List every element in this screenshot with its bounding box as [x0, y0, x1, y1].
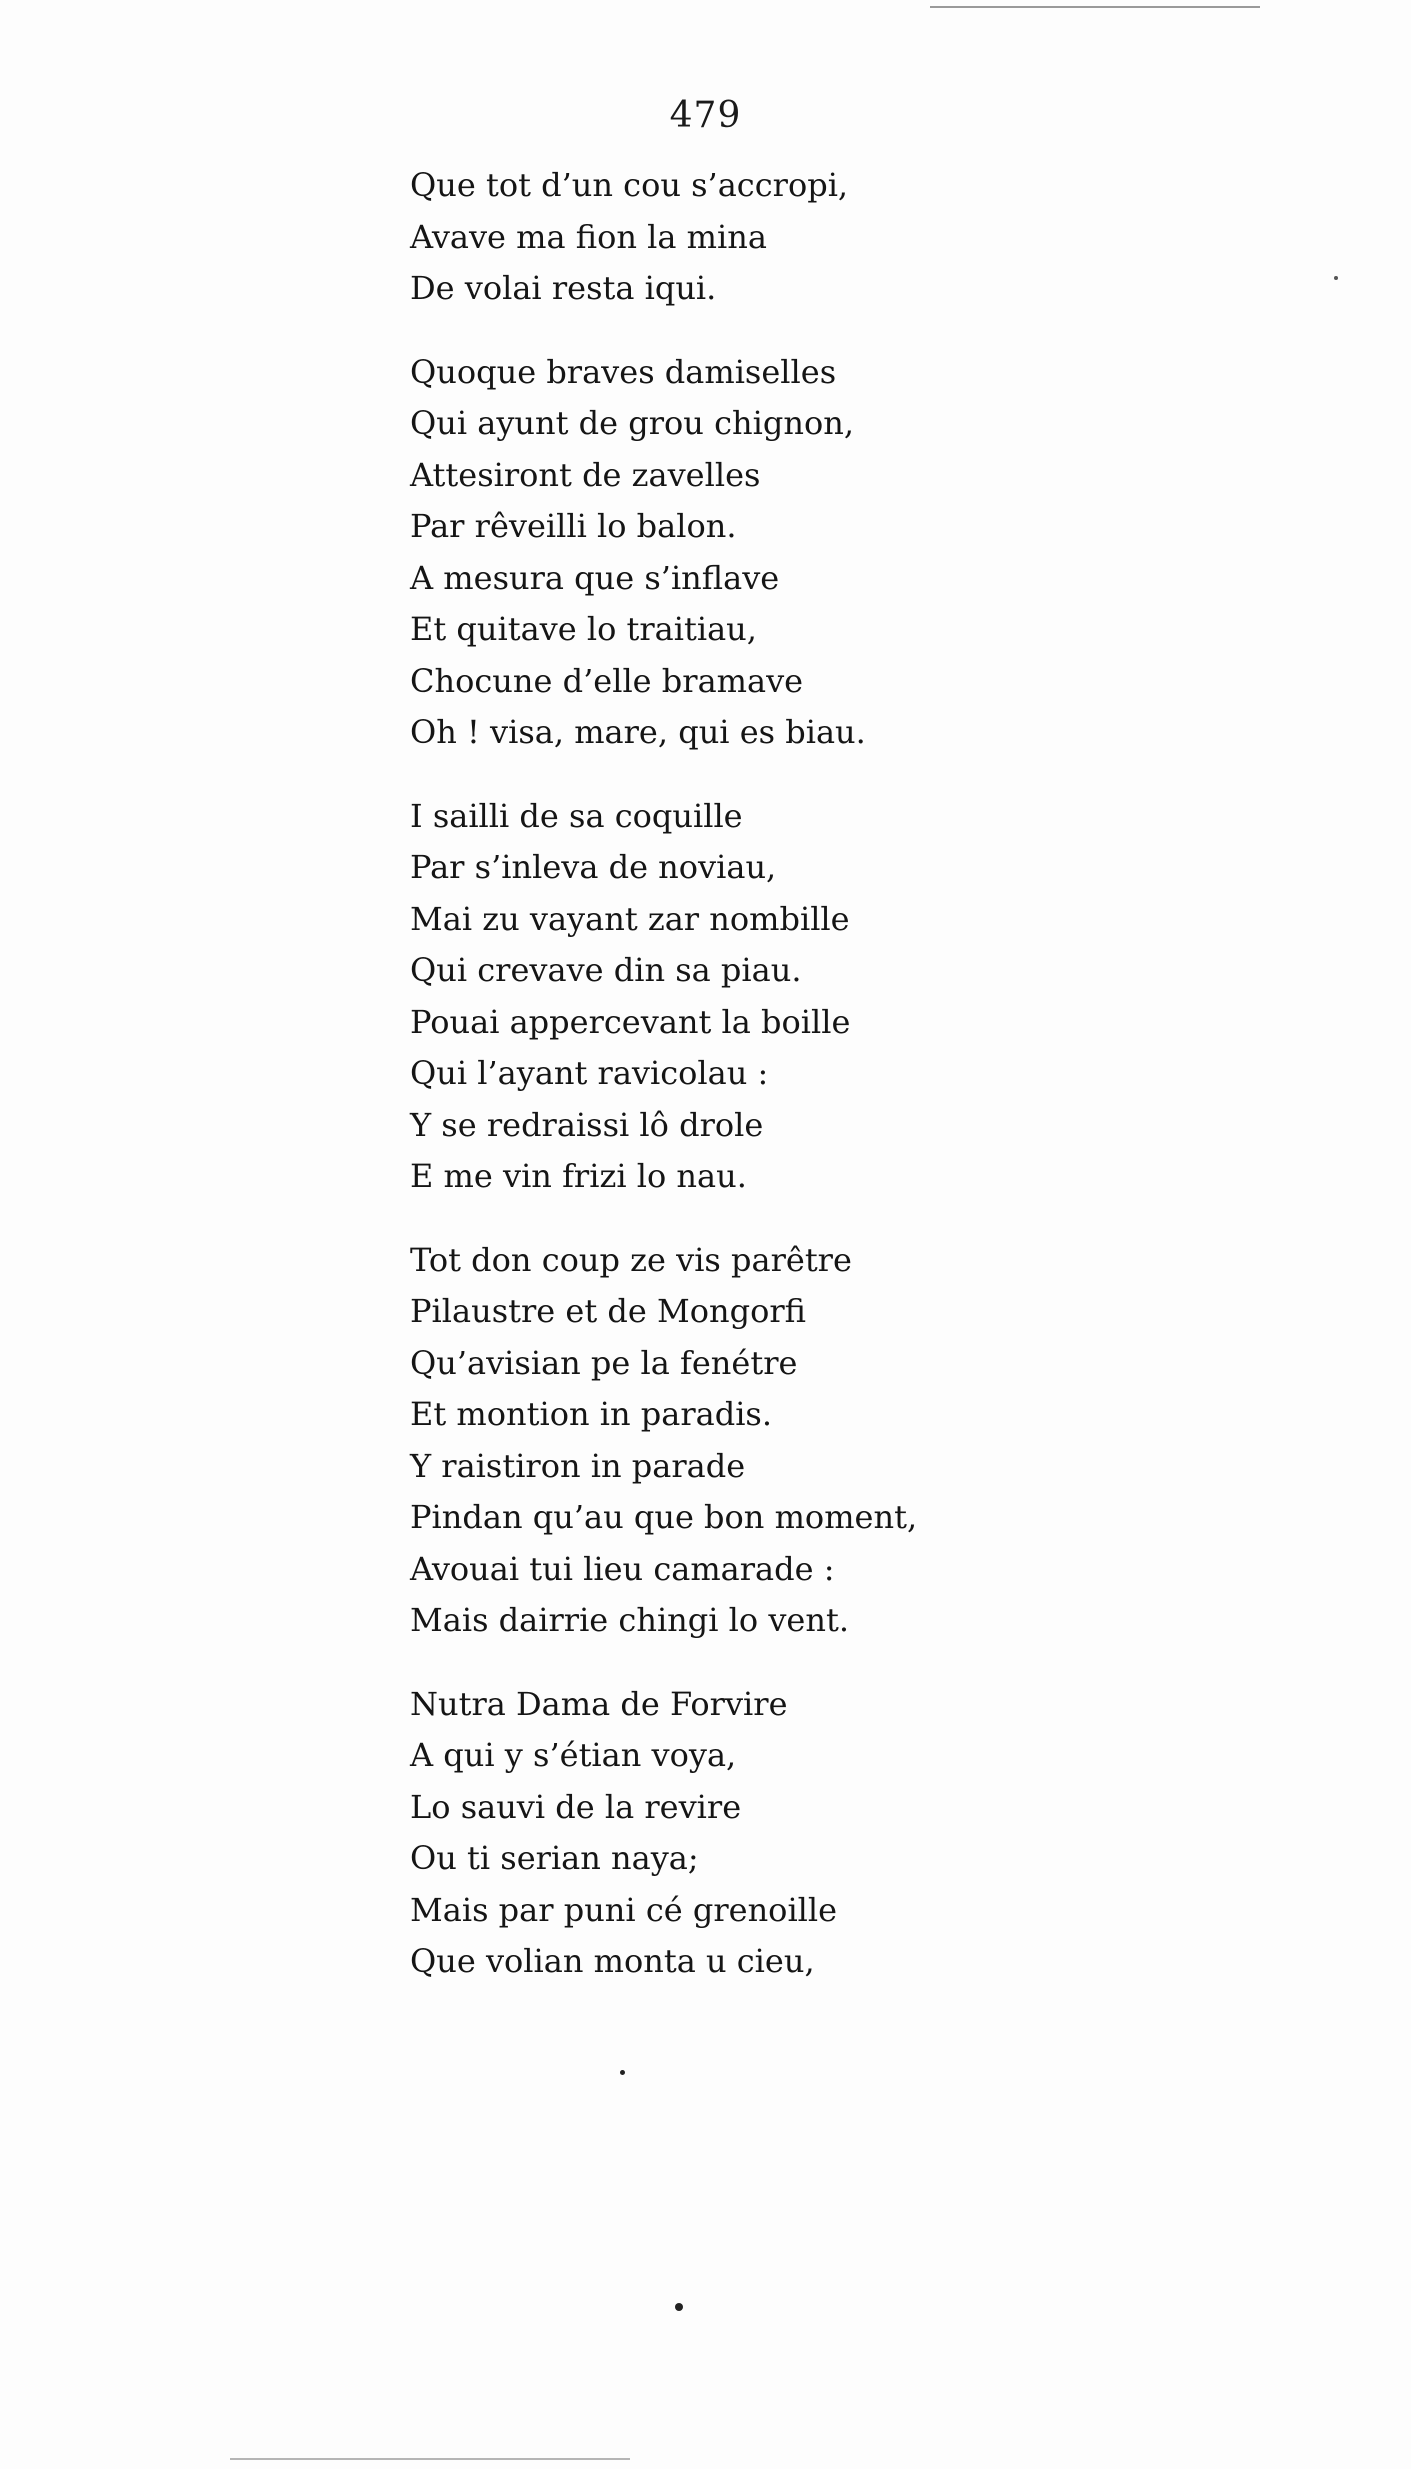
poem-line: Y raistiron in parade [410, 1446, 746, 1485]
poem-line: Oh ! visa, mare, qui es biau. [410, 713, 866, 751]
poem-line: Et quitave lo traitiau, [410, 610, 757, 648]
stanza-5 [410, 1679, 970, 1988]
poem-line: Que tot d’un cou s’accropi, [410, 166, 849, 204]
poem-line: Avave ma fion la mina [410, 217, 767, 256]
poem-line: A qui y s’étian voya, [410, 1736, 737, 1774]
stanza-1 [410, 160, 970, 315]
poem-line: Pindan qu’au que bon moment, [410, 1498, 918, 1536]
poem-line: Qui l’ayant ravicolau : [410, 1054, 769, 1092]
stanza-2 [410, 347, 970, 759]
poem-line: Ou ti serian naya; [410, 1839, 699, 1877]
ink-speck [675, 2303, 683, 2311]
poem-line: Par rêveilli lo balon. [410, 507, 737, 545]
stanza-3 [410, 791, 970, 1203]
poem-line: Chocune d’elle bramave [410, 661, 804, 700]
poem [410, 160, 970, 1988]
poem-line: Y se redraissi lô drole [410, 1105, 764, 1144]
ink-speck [620, 2070, 625, 2075]
stanza-4 [410, 1235, 970, 1647]
top-edge-rule [930, 6, 1260, 8]
poem-line: Par s’inleva de noviau, [410, 848, 777, 886]
poem-line: Qui crevave din sa piau. [410, 951, 802, 989]
poem-line: Mais par puni cé grenoille [410, 1890, 838, 1929]
poem-line: Tot don coup ze vis parêtre [410, 1240, 852, 1279]
poem-line: E me vin frizi lo nau. [410, 1157, 747, 1195]
poem-line: De volai resta iqui. [410, 269, 717, 307]
poem-line: Pilaustre et de Mongorfi [410, 1292, 806, 1330]
poem-line: I sailli de sa coquille [410, 796, 743, 835]
poem-line: Attesiront de zavelles [410, 455, 761, 494]
poem-line: A mesura que s’inflave [410, 558, 780, 597]
poem-line: Nutra Dama de Forvire [410, 1684, 788, 1723]
poem-line: Mai zu vayant zar nombille [410, 899, 850, 938]
poem-line: Pouai appercevant la boille [410, 1002, 851, 1041]
poem-line: Avouai tui lieu camarade : [410, 1549, 835, 1588]
poem-line: Et montion in paradis. [410, 1395, 773, 1433]
poem-line: Qu’avisian pe la fenétre [410, 1343, 798, 1382]
bottom-edge-rule [230, 2458, 630, 2460]
poem-line: Mais dairrie chingi lo vent. [410, 1601, 849, 1639]
poem-line: Lo sauvi de la revire [410, 1787, 742, 1826]
poem-line: Que volian monta u cieu, [410, 1942, 815, 1980]
poem-line: Qui ayunt de grou chignon, [410, 404, 854, 442]
ink-speck [1334, 276, 1338, 280]
poem-line: Quoque braves damiselles [410, 352, 837, 391]
page-number: 479 [669, 95, 742, 136]
